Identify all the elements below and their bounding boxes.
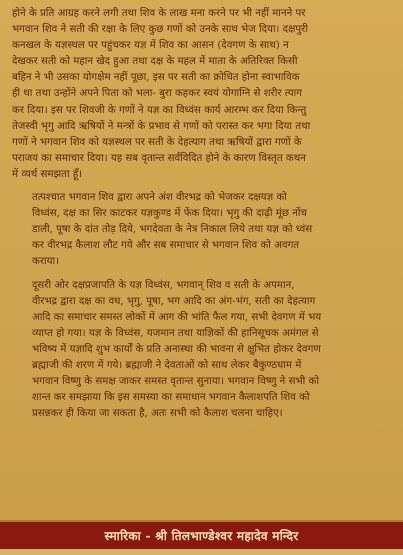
text-line: तेजस्वी भृगु आदि ऋषियों ने मन्त्रों के प्रभाव से गणों को परास्त कर भगा दिया तथा (12, 120, 311, 132)
text-line: में व्यर्थ समझता हूँ। (12, 168, 83, 180)
text-line: विध्वंस, दक्ष का सिर काटकर यज्ञकुण्ड में फेंक दिया। भृगु की दाढ़ी मूंछ नोंच (32, 208, 308, 220)
body-text (12, 6, 392, 429)
paragraph-3 (12, 278, 392, 423)
text-line: बहिन ने भी उसका योगक्षेम नहीं पूछा, इस पर सती का क्रोधित होना स्वाभाविक (12, 72, 300, 84)
text-line: आदि का समाचार समस्त लोकों में आग की भांति फैल गया, सभी देवगण में भय (32, 311, 322, 323)
text-line: ही था तथा उन्होंने अपने पिता को भला- बुरा कहकर स्वयं योगाग्नि से शरीर त्याग (12, 88, 303, 100)
text-line: देखकर सती को महान खेद हुआ तथा दक्ष के महल में माता के अतिरिक्त किसी (12, 56, 298, 68)
paragraph-1 (12, 6, 392, 183)
footer-title: स्मारिका - श्री तिलभाण्डेश्वर महादेव मन्दिर (104, 529, 299, 543)
text-line: कर वीरभद्र कैलाश लौट गये और सब समाचार से भगवान शिव को अवगत (32, 240, 300, 252)
text-line: वीरभद्र द्वारा दक्ष का वध, भृगु, पूषा, भग आदि का अंग-भंग, सती का देहत्याग (32, 295, 316, 307)
text-line: कनखल के यज्ञस्थल पर पहुंचकर यज्ञ में शिव का आसन (देवगण के साथ) न (12, 40, 289, 52)
paragraph-2 (12, 190, 392, 270)
text-line: भगवान विष्णु के समक्ष जाकर समस्त वृतान्त सुनाया। भगवान विष्णु ने सभी को (32, 376, 319, 388)
text-line: ब्रह्माजी की शरण में गये। ब्रह्माजी ने देवताओं को साथ लेकर बैकुण्ठधाम में (32, 359, 302, 371)
text-line: तत्पश्चात भगवान शिव द्वारा अपने अंश वीरभद्र को भेजकर दक्षयज्ञ को (32, 192, 287, 204)
text-line: डाली, पूषा के दांत तोड़ दिये, भगदेवता के नेत्र निकाल लिये तथा यज्ञ को ध्वंस (32, 224, 313, 236)
text-line: शान्त कर समझाया कि इस समस्या का समाधान भगवान कैलाशपति शिव को (32, 392, 310, 404)
text-line: व्याप्त हो गया। यज्ञ के विध्वंस, यजमान तथा याज्ञिकों की हानिसूचक अमंगल से (32, 327, 319, 339)
text-line: कर दिया। इस पर शिवजी के गणों ने यज्ञ का विध्वंस कार्य आरम्भ कर दिया किन्तु (12, 104, 307, 116)
text-line: भविष्य में यज्ञादि शुभ कार्यों के प्रति अनास्था की भावना से क्षुभित होकर देवगण (32, 343, 321, 355)
text-line: प्रसन्नकर ही किया जा सकता है, अतः सभी को कैलाश चलना चाहिए। (32, 408, 283, 420)
text-line: होने के प्रति आग्रह करने लगी तथा शिव के लाख मना करने पर भी नहीं मानने पर (12, 8, 306, 19)
text-line: भगवान शिव ने सती की रक्षा के लिए कुछ गणों को उनके साथ भेज दिया। दक्षपुरी (12, 24, 308, 36)
text-line: कराया। (32, 256, 60, 268)
text-line: गणों ने भगवान शिव को यज्ञस्थल पर सती के देहत्याग तथा ऋषियों द्वारा गणों के (12, 136, 302, 148)
text-line: पराजय का समाचार दिया। यह सब वृतान्त सर्वविदित होने के कारण विस्तृत कथन (12, 152, 306, 164)
footer-banner (0, 520, 403, 549)
page-bottom-edge (0, 549, 403, 555)
text-line: दूसरी ओर दक्षप्रजापति के यज्ञ विध्वंस, भगवान् शिव व सती के अपमान, (32, 279, 295, 291)
